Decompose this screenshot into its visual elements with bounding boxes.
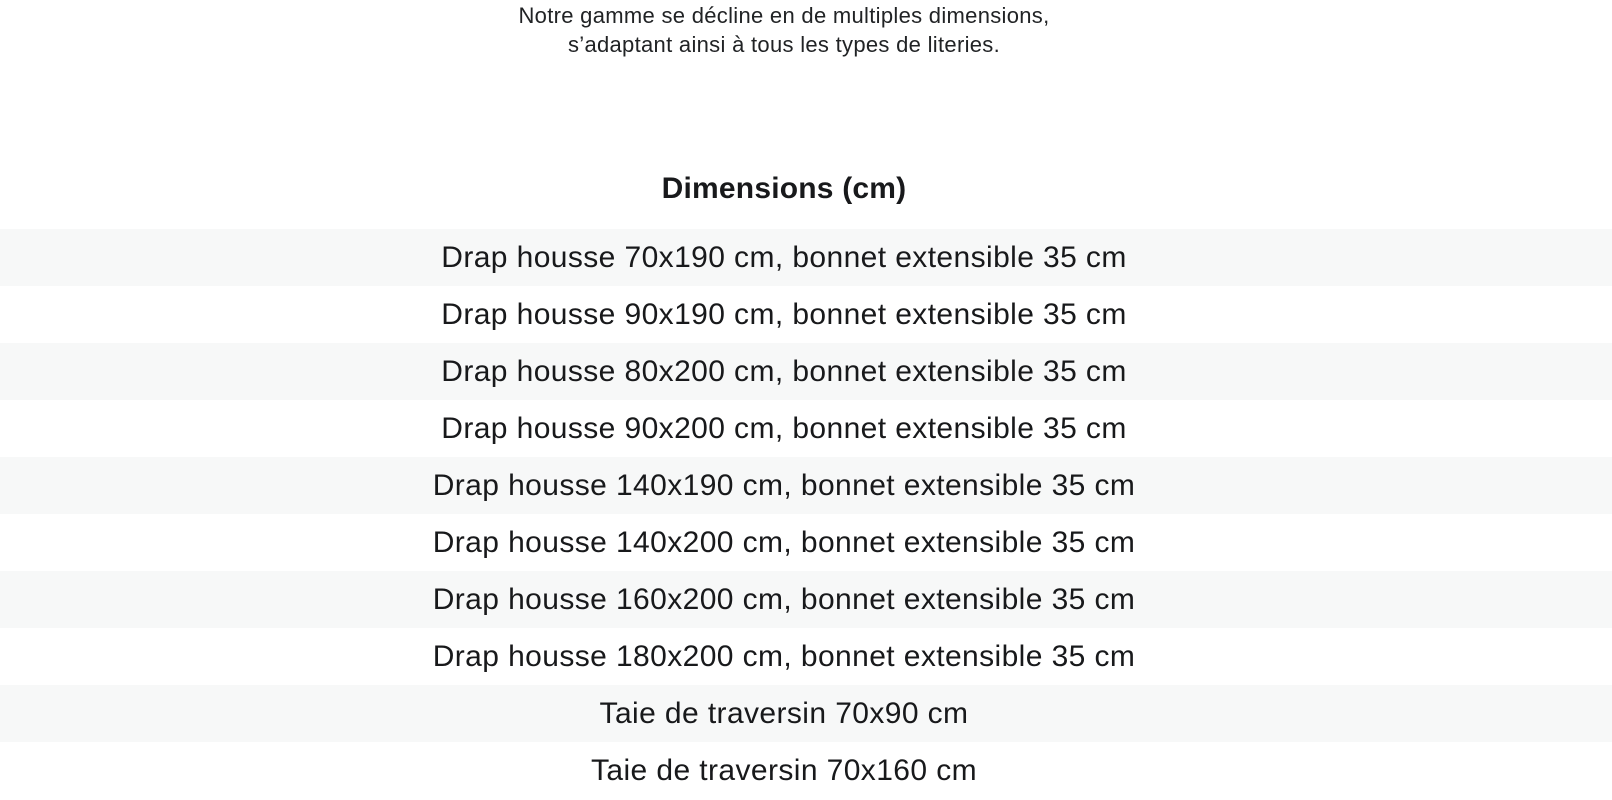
table-row: Drap housse 180x200 cm, bonnet extensible 35 cm (432, 639, 1136, 673)
intro-line-1: Notre gamme se décline en de multiples dimensions, (518, 3, 1050, 28)
table-row: Drap housse 140x200 cm, bonnet extensible 35 cm (432, 525, 1136, 559)
table-row: Drap housse 70x190 cm, bonnet extensible 35 cm (0, 229, 1612, 286)
intro-text (0, 1, 1612, 59)
table-row: Taie de traversin 70x90 cm (0, 685, 1612, 742)
table-row: Drap housse 90x190 cm, bonnet extensible 35 cm (441, 297, 1127, 331)
table-row: Drap housse 140x190 cm, bonnet extensible 35 cm (0, 457, 1612, 514)
table-row: Drap housse 80x200 cm, bonnet extensible 35 cm (0, 343, 1612, 400)
dimensions-table-title: Dimensions (cm) (661, 172, 907, 205)
dimensions-table (0, 229, 1612, 799)
intro-line-2: s’adaptant ainsi à tous les types de literies. (567, 32, 1001, 57)
table-row: Drap housse 160x200 cm, bonnet extensible 35 cm (0, 571, 1612, 628)
table-row: Taie de traversin 70x160 cm (591, 753, 977, 787)
table-row: Drap housse 90x200 cm, bonnet extensible 35 cm (441, 411, 1127, 445)
